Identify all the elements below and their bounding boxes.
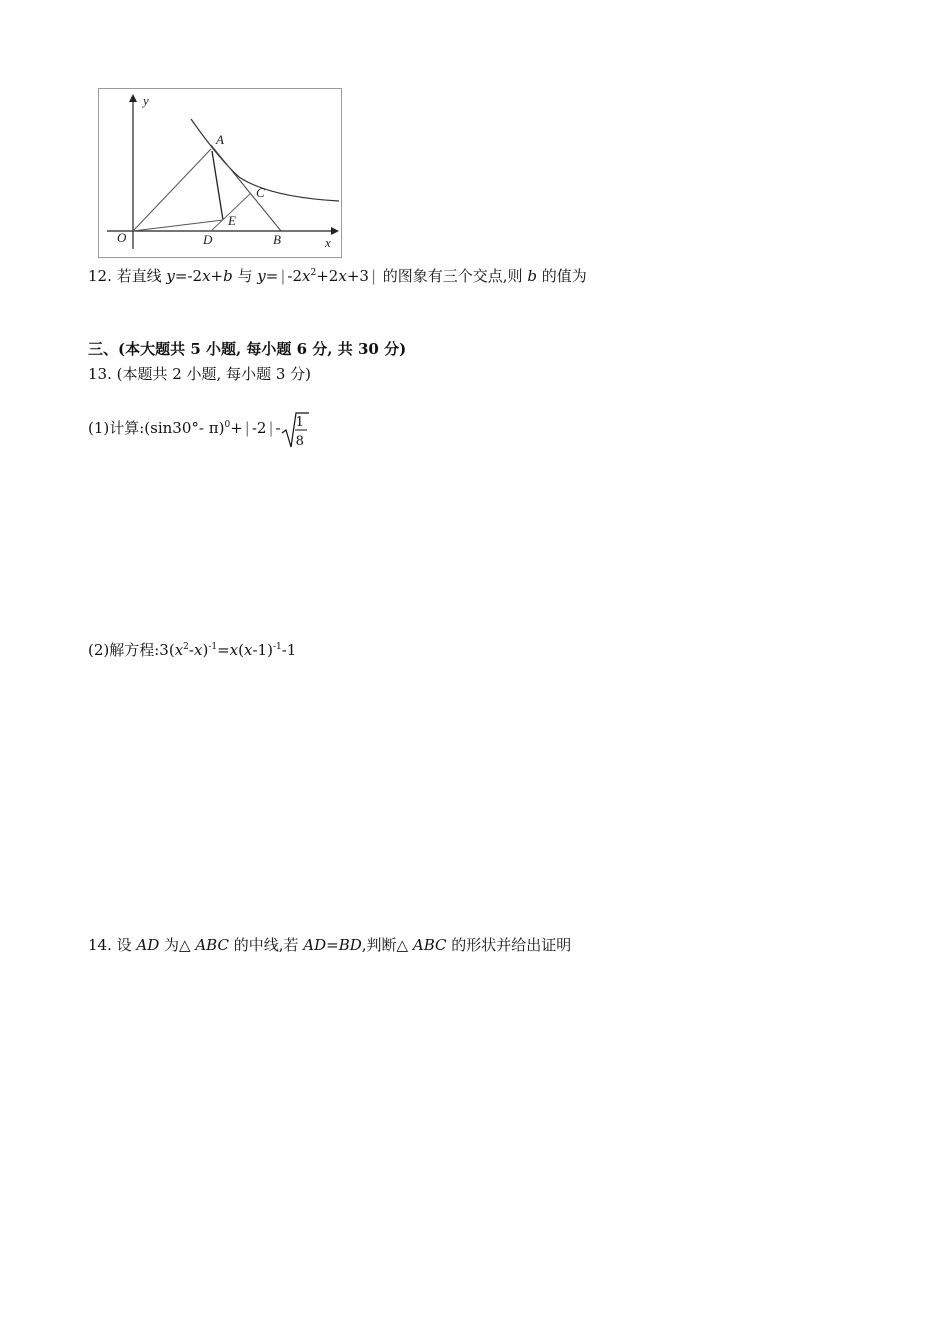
q14-text: 为△ [159,936,196,954]
q14-var: ABC [195,936,229,954]
q13-p2-text: ( [238,641,244,659]
sqrt-symbol [281,409,309,449]
q13-p1-text: + [230,419,243,437]
q13-p2-text: - [188,641,194,659]
q14-text: = [326,936,339,954]
abs-bar: | [268,419,274,437]
q12-var: x [338,267,347,285]
geometry-figure [98,88,342,258]
q12-var: x [302,267,311,285]
q12-var: x [202,267,211,285]
x-axis-label: x [325,235,331,250]
x-axis-arrow [331,227,339,235]
q12-text: -2 [287,267,303,285]
question-12 [88,263,587,286]
segment-oe [133,220,223,231]
segment-oa [133,149,211,231]
q12-text: 的图象有三个交点,则 [378,267,528,285]
q13-p2-var: x [229,641,239,659]
q13-p2-var: x [244,641,253,659]
question-13-part-1 [88,405,309,449]
q12-text: +3 [346,267,369,285]
question-13-title: 13. (本题共 2 小题, 每小题 3 分) [88,365,312,383]
q14-var: AD [303,936,327,954]
q13-p1-text: -2 [251,419,267,437]
line-ab [211,145,281,231]
q14-text: 的中线,若 [228,936,304,954]
q13-p2-var: x [193,641,203,659]
q13-p1-exponent: 0 [224,420,231,430]
q13-p1-text: - [275,419,281,437]
q13-p2-text: (2)解方程:3( [88,641,175,659]
point-e-label: E [228,213,236,228]
abs-bar: | [370,267,377,285]
fraction-denominator: 8 [295,434,304,449]
q13-p1-text: (1)计算:(sin30°- π) [88,419,225,437]
q13-p2-var: x [174,641,184,659]
q14-text: ,判断△ [361,936,413,954]
q13-p2-exponent: -1 [272,642,282,652]
q12-var: y [257,267,266,285]
abs-bar: | [280,267,286,285]
q12-text: +2 [316,267,339,285]
section-3-title: 三、(本大题共 5 小题, 每小题 6 分, 共 30 分) [88,340,407,358]
q12-exponent: 2 [310,268,317,278]
fraction-numerator: 1 [295,415,304,430]
point-a-label: A [216,132,224,147]
question-14 [88,935,571,955]
origin-label: O [117,230,127,245]
q14-var: BD [338,936,362,954]
q13-p2-text: ) [202,641,209,659]
figure-drawing [99,89,343,259]
q12-var: b [527,267,537,285]
q12-text: 的值为 [536,267,587,285]
q12-text: + [210,267,224,285]
segment-ae [212,151,223,220]
y-axis-label: y [143,93,149,108]
q14-text: 的形状并给出证明 [446,936,572,954]
q12-var: b [223,267,233,285]
y-axis-arrow [129,94,137,102]
point-b-label: B [273,232,281,247]
q14-text: 14. 设 [88,936,137,954]
q13-p2-text: = [217,641,230,659]
point-c-label: C [256,185,265,200]
q12-text: = [265,267,279,285]
q13-p2-text: -1) [252,641,273,659]
question-13-part-2 [88,637,296,660]
q12-var: y [166,267,175,285]
abs-bar: | [244,419,250,437]
q13-p2-text: -1 [281,641,297,659]
q12-text: 与 [232,267,258,285]
q12-text: 12. 若直线 [88,267,167,285]
sqrt-sign-icon [281,409,309,449]
q13-p2-exponent: 2 [183,642,189,652]
q13-p2-exponent: -1 [208,642,218,652]
q12-text: =-2 [174,267,203,285]
q14-var: ABC [412,936,447,954]
q14-var: AD [136,936,160,954]
point-d-label: D [203,232,213,247]
